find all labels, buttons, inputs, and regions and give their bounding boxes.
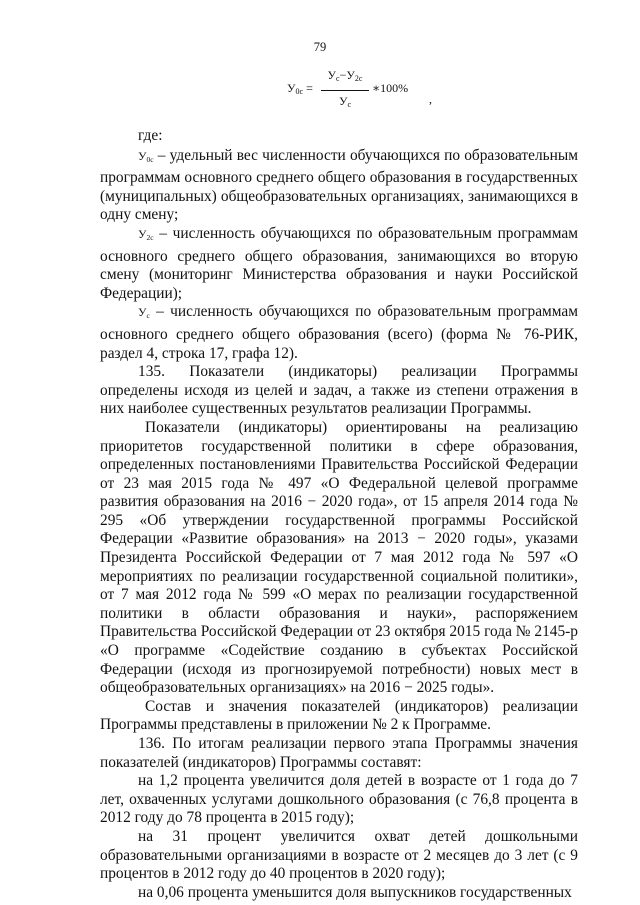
formula-rhs: ∗100% <box>372 81 409 95</box>
paragraph: 136. По итогам реализации первого этапа Программы значения показателей (индикаторов) Программы составят: <box>100 735 578 771</box>
definition-symbol: $У_{0с}$ <box>138 148 154 164</box>
paragraph: Состав и значения показателей (индикаторов) реализации Программы представлены в приложении № 2 к Программе. <box>100 697 578 734</box>
formula-denominator: $У_с$ <box>338 93 352 109</box>
definitions-intro: где: <box>138 127 163 144</box>
definition-symbol: $У_с$ <box>138 305 150 321</box>
definition-symbol: $У_{2с}$ <box>138 226 154 242</box>
definition-item <box>100 147 578 225</box>
formula-lhs: $У_{0с}$ = <box>287 81 313 96</box>
paragraph: на 0,06 процента уменьшится доля выпускников государственных <box>138 883 572 901</box>
paragraph: на 31 процент увеличится охват детей дошкольными образовательными организациями в возрасте от 2 месяцев до 3 лет (с 9 процентов в 2012 году до 40 процентов в 2020 году); <box>100 827 578 883</box>
paragraph: на 1,2 процента увеличится доля детей в возрасте от 1 года до 7 лет, охваченных услугами дошкольного образования (с 76,8 процента в 2012 году до 78 процента в 2015 году); <box>100 772 578 827</box>
definition-text: – численность обучающихся по образовательным программам основного среднего общего образования (всего) (форма № 76-РИК, раздел 4, строка 17, графа 12). <box>100 303 578 362</box>
definition-item <box>100 225 578 303</box>
definition-text: – численность обучающихся по образовательным программам основного среднего общего образования, занимающихся во вторую смену (мониторинг Министерства образования и науки Российской Федерации); <box>100 224 578 302</box>
formula-fraction <box>321 66 369 114</box>
document-body <box>100 127 578 902</box>
formula-trailing-comma: , <box>429 92 432 106</box>
definition-text: – удельный вес численности обучающихся по образовательным программам основного среднего общего образования в государственных (муниципальных) общеобразовательных организациях, занимающихся в одну смену; <box>100 146 578 224</box>
formula-numerator: $У_с-У_{2с}$ <box>321 66 369 91</box>
paragraph: Показатели (индикаторы) ориентированы на реализацию приоритетов государственной политики в сфере образования, определенных постановлениями Правительства Российской Федерации от 23 мая 2015 года № 497 «О Федеральной целевой программе развития образования на 2016 − 2020 года», от 15 апреля 2014 года № 295 «Об утверждении государственной программы Российской Федерации «Развитие образования» на 2013 − 2020 годы», указами Президента Российской Федерации от 7 мая 2012 года № 597 «О мероприятиях по реализации государственной социальной политики», от 7 мая 2012 года № 599 «О мерах по реализации государственной политики в области образования и науки», распоряжением Правительства Российской Федерации от 23 октября 2015 года № 2145-р «О программе «Содействие созданию в субъектах Российской Федерации (исходя из прогнозируемой потребности) новых мест в общеобразовательных организациях» на 2016 − 2025 годы». <box>100 418 578 697</box>
paragraph: 135. Показатели (индикаторы) реализации Программы определены исходя из целей и задач, а также из степени отражения в них наиболее существенных результатов реализации Программы. <box>100 363 578 418</box>
page-number: 79 <box>313 40 327 54</box>
definition-item <box>100 303 578 363</box>
